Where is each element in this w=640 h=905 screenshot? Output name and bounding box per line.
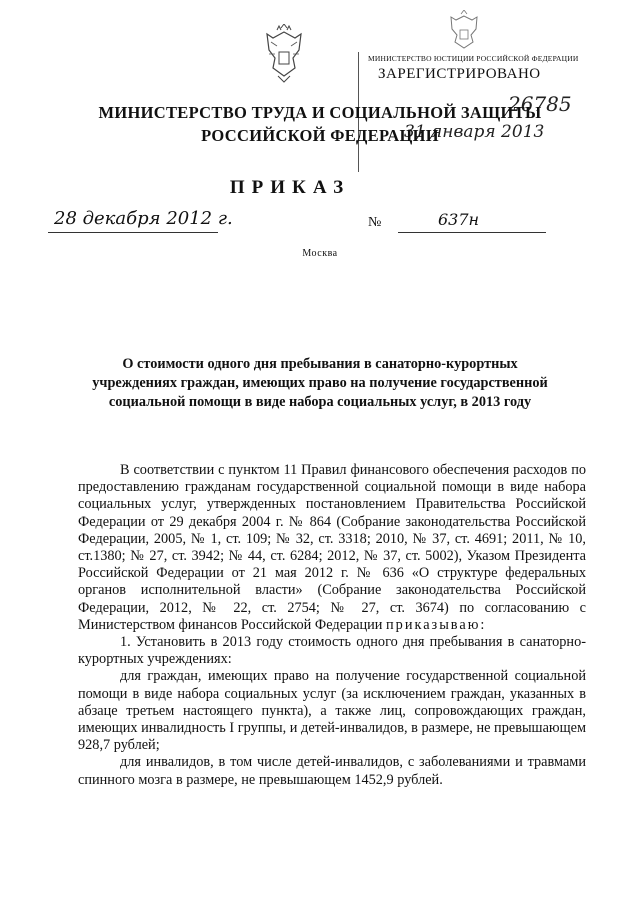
ministry-name-line2: РОССИЙСКОЙ ФЕДЕРАЦИИ	[201, 126, 439, 145]
stamp-registration-number: 26785	[508, 92, 572, 116]
document-title-line1: О стоимости одного дня пребывания в санаторно-курортных	[122, 356, 518, 372]
orders-word: приказываю:	[386, 616, 487, 633]
item-1b-paragraph: для инвалидов, в том числе детей-инвалидов, с заболеваниями и травмами спинного мозга в размере, не превышающем 1452,9 рублей.	[78, 754, 586, 788]
preamble-text: В соответствии с пунктом 11 Правил финансового обеспечения расходов по предоставлению гражданам государственной социальной помощи в виде набора социальных услуг, утвержденных постановлением Правительства Российской Федерации от 29 декабря 2004 г. № 864 (Собрание законодательства Российской Федерации, 2005, № 1, ст. 109; № 32, ст. 3318; 2010, № 37, ст. 4691; 2011, № 10, ст.1380; № 27, ст. 3942; № 44, ст. 6284; 2012, № 37, ст. 5002), Указом Президента Российской Федерации от 21 мая 2012 г. № 636 «О структуре федеральных органов исполнительной власти» (Собрание законодательства Российской Федерации, 2012, № 22, ст. 2754; № 27, ст. 3674) по согласованию с Министерством финансов Российской Федерации	[78, 462, 586, 633]
stamp-ministry-label: МИНИСТЕРСТВО ЮСТИЦИИ РОССИЙСКОЙ ФЕДЕРАЦИИ	[368, 54, 579, 63]
order-number-sign: №	[368, 215, 382, 230]
stamp-registered-label: ЗАРЕГИСТРИРОВАНО	[378, 66, 541, 82]
item-1-paragraph: 1. Установить в 2013 году стоимость одного дня пребывания в санаторно-курортных учреждениях:	[78, 634, 586, 668]
order-heading: ПРИКАЗ	[229, 177, 351, 198]
document-body	[78, 462, 586, 789]
document-title-line3: социальной помощи в виде набора социальных услуг, в 2013 году	[108, 394, 532, 410]
coat-of-arms-emblem	[259, 24, 309, 84]
order-date: 28 декабря 2012 г.	[54, 208, 233, 229]
document-title-line2: учреждениях граждан, имеющих право на получение государственной	[92, 375, 548, 391]
order-number: 637н	[438, 210, 480, 229]
stamp-registration-date: 31 января 2013	[404, 122, 545, 142]
order-date-underline	[48, 232, 218, 233]
order-number-underline	[398, 232, 546, 233]
ministry-name-line1: МИНИСТЕРСТВО ТРУДА И СОЦИАЛЬНОЙ ЗАЩИТЫ	[98, 103, 542, 122]
preamble-paragraph	[78, 462, 586, 634]
stamp-emblem-icon	[444, 10, 484, 52]
order-city: Москва	[302, 248, 338, 259]
item-1a-paragraph: для граждан, имеющих право на получение государственной социальной помощи в виде набора социальных услуг (за исключением граждан, указанных в абзаце третьем настоящего пункта), а также лиц, сопровождающих граждан, имеющих инвалидность I группы, и детей-инвалидов, в размере, не превышающем 928,7 рублей;	[78, 668, 586, 754]
